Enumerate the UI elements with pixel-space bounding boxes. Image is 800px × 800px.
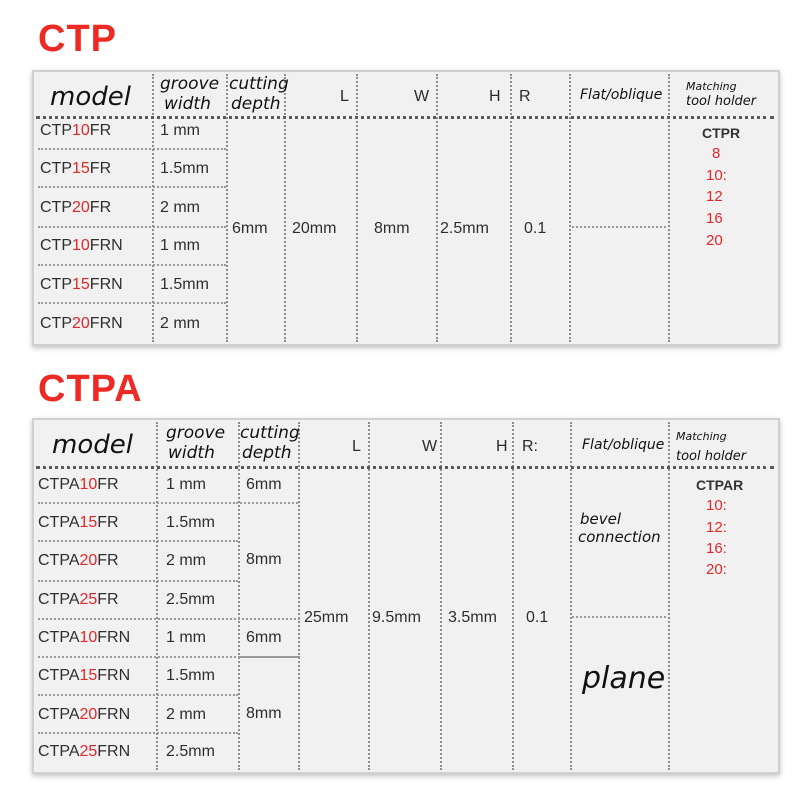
ctpa-col-divider [512,422,514,770]
ctpa-table [32,418,780,774]
ctpa-model-cell: CTPA15FRN [38,667,131,684]
ctp-header-cutting-2: depth [231,94,281,114]
ctpa-header-groove-2: width [168,443,215,463]
ctpa-header-cutting-2: depth [242,443,292,463]
ctpa-holder-size: 20: [706,561,727,578]
ctp-col-divider [356,74,358,342]
ctp-section-title: CTP [38,18,117,60]
ctp-holder-size: 8 [712,145,721,162]
ctp-header-flat-oblique: Flat/oblique [580,87,663,103]
ctpa-header-flat-oblique: Flat/oblique [582,437,665,453]
ctp-model-cell: CTP10FRN [40,237,123,254]
ctp-model-cell: CTP15FRN [40,276,123,293]
ctpa-col-divider [668,422,670,770]
ctp-row-divider [38,186,226,188]
ctp-header-h: H [489,88,501,105]
ctpa-flat-plane: plane [582,661,666,696]
ctp-header-l: L [340,88,349,105]
ctpa-groove-cell: 2.5mm [166,743,215,760]
ctpa-model-cell: CTPA25FR [38,591,119,608]
ctpa-cutting-depth: 6mm [246,476,282,493]
ctpa-holder-size: 16: [706,540,727,557]
ctp-header-model: model [50,82,131,112]
ctp-groove-cell: 1 mm [160,122,200,139]
ctpa-groove-cell: 1.5mm [166,667,215,684]
ctp-header-underline [36,116,774,119]
ctpa-col-divider [156,422,158,770]
ctp-header-groove-1: groove [160,74,220,94]
ctpa-l-value: 25mm [304,609,349,626]
ctpa-holder-size: 12: [706,519,727,536]
ctpa-depth-divider [240,656,298,658]
ctpa-row-divider [38,540,238,542]
ctpa-groove-cell: 1 mm [166,629,206,646]
ctpa-section-title: CTPA [38,368,143,410]
ctp-groove-cell: 1.5mm [160,160,209,177]
ctpa-header-r: R: [522,438,538,455]
ctpa-groove-cell: 2.5mm [166,591,215,608]
ctp-holder-size: 10: [706,167,727,184]
ctpa-w-value: 9.5mm [372,609,421,626]
ctp-header-w: W [414,88,430,105]
ctpa-model-cell: CTPA10FRN [38,629,131,646]
ctpa-row-divider [38,618,300,620]
ctpa-h-value: 3.5mm [448,609,497,626]
ctpa-model-cell: CTPA25FRN [38,743,131,760]
ctpa-header-groove-1: groove [166,423,226,443]
ctp-flat-divider [572,226,666,228]
ctp-holder-size: 16 [706,210,723,227]
ctp-holder-size: 12 [706,188,723,205]
ctpa-col-divider [238,422,240,770]
ctp-groove-cell: 1 mm [160,237,200,254]
ctp-header-holder-1: Matching [686,80,737,93]
ctpa-holder-size: 10: [706,497,727,514]
ctp-model-cell: CTP20FRN [40,315,123,332]
ctp-model-cell: CTP20FR [40,199,112,216]
ctp-model-cell: CTP15FR [40,160,112,177]
ctpa-holder-name: CTPAR [696,477,744,493]
ctp-col-divider [510,74,512,342]
ctp-groove-cell: 2 mm [160,199,200,216]
ctpa-header-holder-1: Matching [676,430,727,443]
ctpa-groove-cell: 1.5mm [166,514,215,531]
ctpa-r-value: 0.1 [526,609,549,626]
ctpa-groove-cell: 2 mm [166,552,206,569]
ctpa-header-holder-2: tool holder [676,449,747,464]
ctpa-row-divider [38,580,238,582]
ctpa-col-divider [368,422,370,770]
ctpa-col-divider [298,422,300,770]
ctp-header-cutting-1: cutting [229,74,289,94]
ctpa-groove-cell: 2 mm [166,706,206,723]
ctp-h-value: 2.5mm [440,220,489,237]
ctp-r-value: 0.1 [524,220,547,237]
ctp-table [32,70,780,346]
ctpa-cutting-depth: 8mm [246,705,282,722]
ctpa-col-divider [440,422,442,770]
ctp-row-divider [38,226,226,228]
ctpa-flat-divider [572,616,666,618]
ctpa-row-divider [38,732,238,734]
ctpa-flat-connection: connection [578,528,661,546]
ctp-model-cell: CTP10FR [40,122,112,139]
ctp-groove-cell: 1.5mm [160,276,209,293]
ctpa-header-model: model [52,430,133,460]
ctp-holder-name: CTPR [702,125,741,141]
ctp-header-r: R [519,88,531,105]
ctpa-groove-cell: 1 mm [166,476,206,493]
ctpa-header-cutting-1: cutting [240,423,300,443]
ctp-header-groove-2: width [164,94,211,114]
ctpa-header-l: L [352,438,361,455]
ctp-w-value: 8mm [374,220,410,237]
ctpa-cutting-depth: 8mm [246,551,282,568]
ctp-col-divider [569,74,571,342]
ctpa-flat-bevel: bevel [580,510,622,528]
ctp-cutting-depth: 6mm [232,220,268,237]
ctpa-row-divider [38,502,238,504]
ctpa-model-cell: CTPA20FRN [38,706,131,723]
ctp-groove-cell: 2 mm [160,315,200,332]
ctpa-header-h: H [496,438,508,455]
ctpa-model-cell: CTPA15FR [38,514,119,531]
ctp-l-value: 20mm [292,220,337,237]
ctp-col-divider [668,74,670,342]
ctpa-header-w: W [422,438,438,455]
ctp-col-divider [436,74,438,342]
ctp-col-divider [284,74,286,342]
ctpa-model-cell: CTPA20FR [38,552,119,569]
ctp-col-divider [226,74,228,342]
ctp-row-divider [38,264,226,266]
ctp-row-divider [38,302,226,304]
ctpa-row-divider [38,694,238,696]
ctpa-header-underline [36,466,774,469]
ctpa-depth-divider [240,502,298,504]
ctp-row-divider [38,148,226,150]
ctpa-cutting-depth: 6mm [246,629,282,646]
ctpa-col-divider [570,422,572,770]
ctp-holder-size: 20 [706,232,723,249]
ctp-header-holder-2: tool holder [686,94,757,109]
ctpa-model-cell: CTPA10FR [38,476,119,493]
